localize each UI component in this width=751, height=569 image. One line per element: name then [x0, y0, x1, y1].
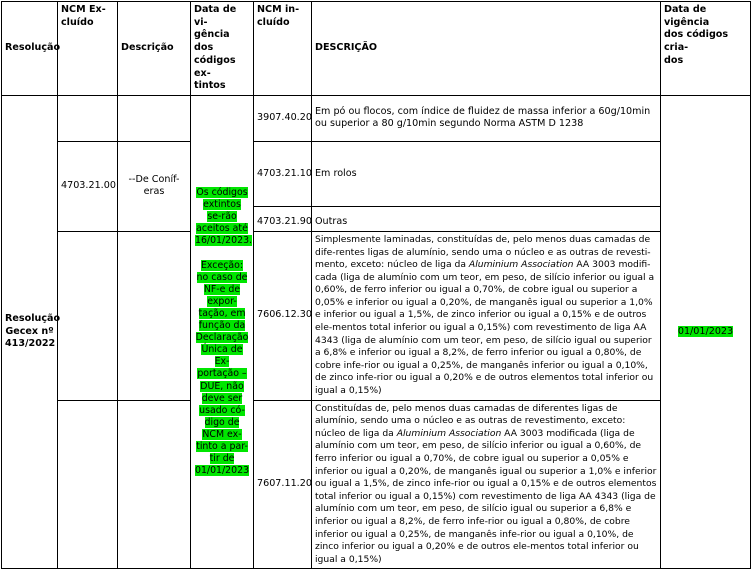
- desc-incluido-4-a: Constituídas de, pelo menos duas camadas de diferentes ligas de alumínio, sendo uma o núcleo e as outras de revestimento, exceto: núcleo de liga da: [315, 402, 626, 439]
- desc-incluido-3: [312, 231, 661, 400]
- row-4703-10: [2, 141, 751, 206]
- desc-incluido-3-b: AA 3003 modifi-cada (liga de alumínio com um teor, em peso, de silício inferior ou igual a 0,60%, de ferro inferior ou igual a 0,70%, de cobre igual ou superior a 0,05% e inferior ou igual a 0,20%, de manganês igual ou superior a 1,0% e inferior ou igual a 1,5%, de zinco inferior ou igual a 0,15% e de outros ele-mentos total inferior ou igual a 0,15%) com revestimento de liga AA 4343 (liga de alumínio com um teor, em peso, de silício igual ou superior a 6,8% e inferior ou igual a 8,2%, de ferro inferior ou igual a 0,80%, de cobre infe-rior ou igual a 0,25%, de manganês inferior ou igual a 0,10%, de zinco infe-rior ou igual a 0,20% e de outros elementos total inferior ou igual a 0,15%): [315, 259, 655, 397]
- ncm-incluido-1: 4703.21.10: [254, 141, 312, 206]
- descricao-excluido: --De Coníf- eras: [118, 141, 191, 231]
- ncm-incluido-4: 7607.11.20: [254, 400, 312, 569]
- ncm-incluido-3: 7606.12.30: [254, 231, 312, 400]
- extintos-note-cell: [191, 95, 254, 568]
- header-descricao: Descrição: [118, 2, 191, 96]
- desc-incluido-3-a: Simplesmente laminadas, constituídas de, pelo menos duas camadas de dife-rentes ligas de alumínio, sendo uma o núcleo e as outras de revesti-mento, exceto: núcleo de liga da: [315, 233, 651, 271]
- header-descricao-upper: DESCRIÇÃO: [312, 2, 661, 96]
- desc-incluido-0: Em pó ou flocos, com índice de fluidez de massa inferior a 60g/10min ou superior a 80 g/10min segundo Norma ASTM D 1238: [312, 95, 661, 141]
- header-ncm-incluido: NCM in- cluído: [254, 2, 312, 96]
- header-resolucao: Resolução: [2, 2, 58, 96]
- excluded-desc-empty-1: [118, 95, 191, 141]
- excluded-empty-1: [58, 95, 118, 141]
- row-7606: [2, 231, 751, 400]
- data-criados: 01/01/2023: [677, 325, 734, 337]
- excluded-desc-empty-3: [118, 400, 191, 569]
- extintos-note-part1: Os códigos extintos se-rão aceitos até 16/01/2023.: [195, 187, 253, 247]
- desc-incluido-4-b: AA 3003 modificada (liga de alumínio com um teor, em peso, de silício inferior ou igual a 0,60%, de ferro inferior ou igual a 0,70%, de cobre igual ou superior a 0,05% e inferior ou igual a 0,20%, de manganês igual ou superior a 1,0% e inferior ou igual a 1,5%, de zinco infe-rior ou igual a 0,15% e de outros elementos total inferior ou igual a 0,15%) com revestimento de liga AA 4343 (liga de alumínio com um teor, em peso, de silício igual ou superior a 6,8% e inferior ou igual a 8,2%, de ferro infe-rior ou igual a 0,80%, de cobre inferior ou igual a 0,25%, de manganês infe-rior ou igual a 0,10%, de zinco inferior ou igual a 0,20% e de outros ele-mentos total inferior ou igual a 0,15%): [315, 427, 657, 565]
- ncm-incluido-0: 3907.40.20: [254, 95, 312, 141]
- header-ncm-excluido: NCM Ex- cluído: [58, 2, 118, 96]
- header-data-vigencia-criados: Data de vigência dos códigos cria- dos: [661, 2, 751, 96]
- desc-incluido-4-italic: Aluminium Association: [396, 427, 502, 439]
- resolucao-cell: Resolução Gecex nº 413/2022: [2, 95, 58, 568]
- excluded-empty-2: [58, 231, 118, 400]
- excluded-desc-empty-2: [118, 231, 191, 400]
- row-7607: [2, 400, 751, 569]
- header-data-vigencia-extintos: Data de vi- gência dos códigos ex- tintos: [191, 2, 254, 96]
- excluded-empty-3: [58, 400, 118, 569]
- row-3907: [2, 95, 751, 141]
- desc-incluido-3-italic: Aluminium Association: [468, 259, 574, 271]
- data-criados-cell: [661, 95, 751, 568]
- extintos-note-part2: Exceção: no caso de NF-e de expor-tação, em função da Declaração Única de Ex-portação – DUE, não deve ser usado có-digo de NCM ex-tinto a par-tir de 01/01/2023: [195, 259, 250, 477]
- header-row: [2, 2, 751, 96]
- ncm-excluido: 4703.21.00: [58, 141, 118, 231]
- desc-incluido-1: Em rolos: [312, 141, 661, 206]
- ncm-incluido-2: 4703.21.90: [254, 206, 312, 231]
- desc-incluido-4: [312, 400, 661, 569]
- ncm-table: [1, 1, 751, 569]
- desc-incluido-2: Outras: [312, 206, 661, 231]
